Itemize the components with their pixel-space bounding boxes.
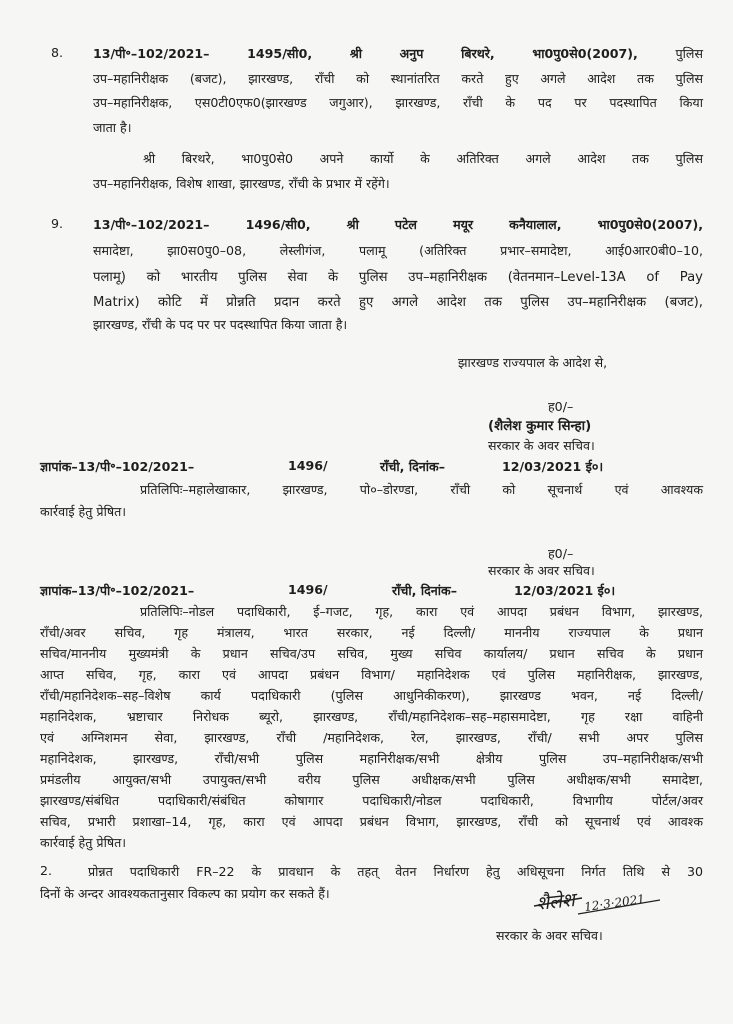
memo2-line: महानिदेशक, झारखण्ड, राँची/सभी पुलिस महानिरीक्षक/सभी क्षेत्रीय पुलिस उप–महानिरीक्षक/सभी [40, 751, 703, 766]
item8-note-line1: श्री बिरथरे, भा0पु0से0 अपने कार्यो के अतिरिक्त अगले आदेश तक पुलिस [143, 151, 703, 166]
memo2-line: सचिव, प्रभारी प्रशाखा–14, गृह, कारा एवं आपदा प्रबंधन विभाग, झारखण्ड, राँची को सूचनार्थ एवं आवश्क [40, 814, 703, 829]
item8-number: 8. [51, 45, 64, 60]
item9-line3: पलामू) को भारतीय पुलिस सेवा के पुलिस उप–महानिरीक्षक (वेतनमान–Level-13A of Pay [93, 270, 703, 285]
item9-number: 9. [51, 216, 64, 231]
memo2-line: कार्रवाई हेतु प्रेषित। [40, 835, 127, 850]
item9-line4: Matrix) कोटि में प्रोन्नति प्रदान करते हुए अगले आदेश तक पुलिस उप–महानिरीक्षक (बजट), [93, 295, 703, 310]
point2-line2: दिनों के अन्दर आवश्यकतानुसार विकल्प का प्रयोग कर सकते हैं। [40, 886, 330, 901]
item9-file-number: 13/पी॰–102/2021– [93, 217, 210, 232]
memo1-number: 1496/ [288, 458, 328, 473]
memo2-line: सचिव/माननीय मुख्यमंत्री के प्रधान सचिव/उप सचिव, मुख्य सचिव कार्यालय/ प्रधान सचिव के प्रधान [40, 646, 703, 661]
point2-line1: प्रोन्नत पदाधिकारी FR–22 के प्रावधान के तहत् वेतन निर्धारण हेतु अधिसूचना निर्गत तिथि से 30 [88, 864, 703, 879]
item9-officer-name: श्री पटेल मयूर कनैयालाल, भा0पु0से0(2007), [346, 217, 704, 232]
memo2-line: झारखण्ड/संबंधित पदाधिकारी/संबंधित कोषागार पदाधिकारी/नोडल पदाधिकारी, विभागीय पोर्टल/अवर [40, 793, 703, 808]
memo2-number: 1496/ [288, 582, 328, 597]
handwritten-signature-date: 12·3·2021 [583, 891, 646, 915]
handwritten-signature: शैलेश [535, 889, 576, 915]
memo2-line: प्रमंडलीय आयुक्त/सभी उपायुक्त/सभी वरीय पुलिस अधीक्षक/सभी पुलिस अधीक्षक/सभी समादेष्टा, [40, 772, 703, 787]
memo1-place-date-label: राँची, दिनांक– [380, 459, 446, 474]
governor-order: झारखण्ड राज्यपाल के आदेश से, [458, 355, 608, 370]
item8-line4: जाता है। [93, 120, 132, 135]
item9-line5: झारखण्ड, राँची के पद पर पर पदस्थापित किया जाता है। [93, 317, 348, 332]
item8-order-number: 1495/सी0, [247, 46, 313, 61]
final-designation: सरकार के अवर सचिव। [496, 928, 603, 943]
memo2-line: आप्त सचिव, गृह, कारा एवं आपदा प्रबंधन विभाग/ महानिदेशक एवं पुलिस महानिरीक्षक, झारखण्ड, [40, 667, 703, 682]
sign1-name: (शैलेश कुमार सिन्हा) [488, 419, 592, 434]
memo2-line: महानिदेशक, भ्रष्टाचार निरोधक ब्यूरो, झारखण्ड, राँची/महानिदेशक–सह–महासमादेष्टा, गृह रक्षा वाहिनी [40, 709, 703, 724]
item8-file-number: 13/पी॰–102/2021– [93, 46, 210, 61]
item8-line1-rest: पुलिस [675, 46, 703, 61]
memo2-label: ज्ञापांक–13/पी॰–102/2021– [40, 583, 195, 598]
item9-heading [93, 216, 703, 233]
item8-heading [93, 45, 703, 62]
sign1-designation: सरकार के अवर सचिव। [488, 438, 595, 453]
item8-note-line2: उप–महानिरीक्षक, विशेष शाखा, झारखण्ड, राँची के प्रभार में रहेंगे। [93, 176, 390, 191]
memo2-line: राँची/महानिदेशक–सह–विशेष कार्य पदाधिकारी (पुलिस आधुनिकीकरण), झारखण्ड भवन, नई दिल्ली/ [40, 688, 703, 703]
sign2-sd: ह0/– [548, 546, 574, 561]
sign1-sd: ह0/– [548, 399, 574, 414]
item9-line2: समादेष्टा, झा0स0पु0–08, लेस्लीगंज, पलामू (अतिरिक्त प्रभार–समादेष्टा, आई0आर0बी0–10, [93, 243, 703, 258]
item9-order-number: 1496/सी0, [245, 217, 311, 232]
memo1-date: 12/03/2021 ई०। [502, 459, 604, 474]
item8-line3: उप–महानिरीक्षक, एस0टी0एफ0(झारखण्ड जगुआर), झारखण्ड, राँची के पद पर पदस्थापित किया [93, 95, 703, 110]
point2-number: 2. [40, 863, 53, 878]
sign2-designation: सरकार के अवर सचिव। [488, 563, 595, 578]
memo2-line: प्रतिलिपिः–नोडल पदाधिकारी, ई–गजट, गृह, कारा एवं आपदा प्रबंधन विभाग, झारखण्ड, [140, 604, 703, 619]
memo1-label: ज्ञापांक–13/पी॰–102/2021– [40, 459, 195, 474]
item8-line2: उप–महानिरीक्षक (बजट), झारखण्ड, राँची को स्थानांतरित करते हुए अगले आदेश तक पुलिस [93, 71, 703, 86]
memo1-line1: प्रतिलिपिः–महालेखाकार, झारखण्ड, पो०–डोरण्डा, राँची को सूचनार्थ एवं आवश्यक [140, 482, 703, 497]
memo2-date: 12/03/2021 ई०। [514, 583, 616, 598]
memo2-place-date-label: राँची, दिनांक– [392, 583, 458, 598]
item8-officer-name: श्री अनुप बिरथरे, भा0पु0से0(2007), [349, 46, 638, 61]
memo2-line: राँची/अवर सचिव, गृह मंत्रालय, भारत सरकार, नई दिल्ली/ माननीय राज्यपाल के प्रधान [40, 625, 703, 640]
memo1-line2: कार्रवाई हेतु प्रेषित। [40, 504, 127, 519]
memo2-line: एवं अग्निशमन सेवा, झारखण्ड, राँची /महानिदेशक, रेल, झारखण्ड, राँची/ सभी अपर पुलिस [40, 730, 703, 745]
